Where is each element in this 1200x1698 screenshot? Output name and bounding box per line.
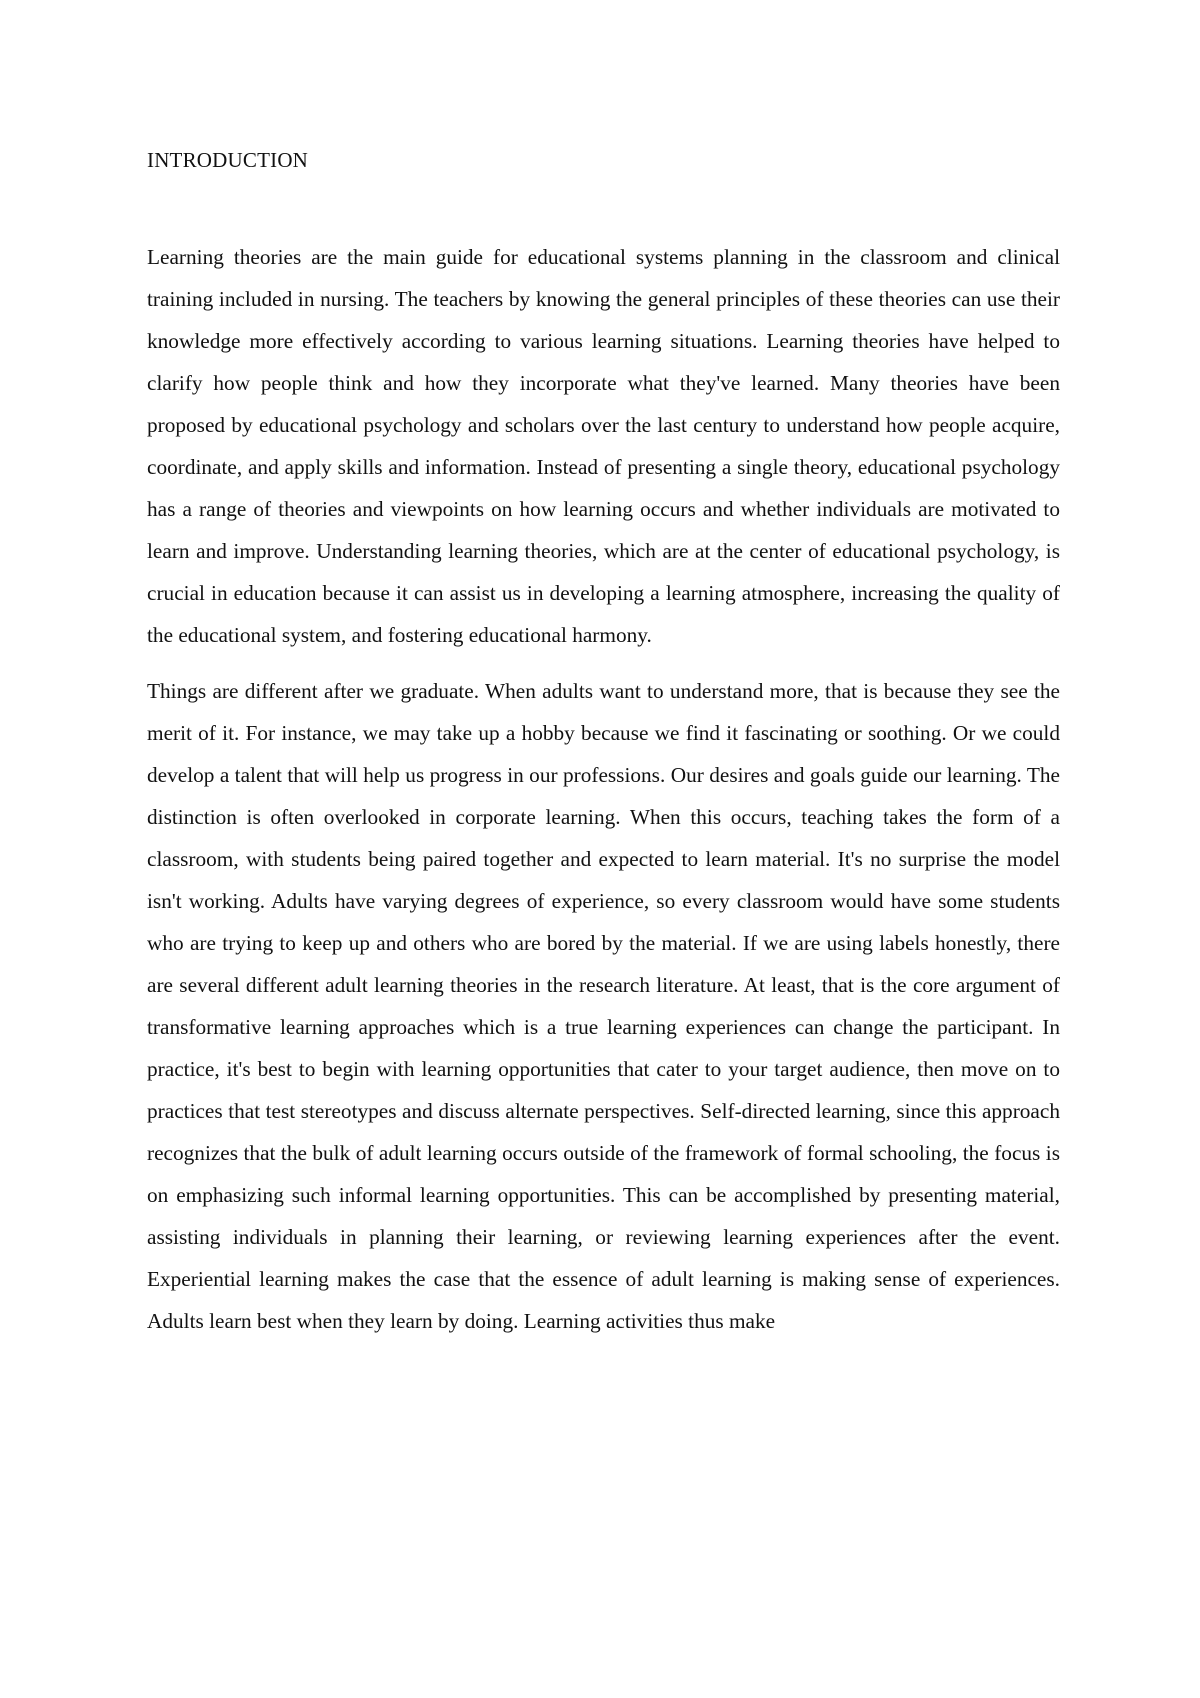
paragraph-1: Learning theories are the main guide for educational systems planning in the classroom and clinical training included in nursing. The teachers by knowing the general principles of these theories can use their knowledge more effectively according to various learning situations. Learning theories have helped to clarify how people think and how they incorporate what they've learned. Many theories have been proposed by educational psychology and scholars over the last century to understand how people acquire, coordinate, and apply skills and information. Instead of presenting a single theory, educational psychology has a range of theories and viewpoints on how learning occurs and whether individuals are motivated to learn and improve. Understanding learning theories, which are at the center of educational psychology, is crucial in education because it can assist us in developing a learning atmosphere, increasing the quality of the educational system, and fostering educational harmony. (147, 245, 1060, 647)
paragraph-2: Things are different after we graduate. When adults want to understand more, that is because they see the merit of it. For instance, we may take up a hobby because we find it fascinating or soothing. Or we could develop a talent that will help us progress in our professions. Our desires and goals guide our learning. The distinction is often overlooked in corporate learning. When this occurs, teaching takes the form of a classroom, with students being paired together and expected to learn material. It's no surprise the model isn't working. Adults have varying degrees of experience, so every classroom would have some students who are trying to keep up and others who are bored by the material. If we are using labels honestly, there are several different adult learning theories in the research literature. At least, that is the core argument of transformative learning approaches which is a true learning experiences can change the participant. In practice, it's best to begin with learning opportunities that cater to your target audience, then move on to practices that test stereotypes and discuss alternate perspectives. Self-directed learning, since this approach recognizes that the bulk of adult learning occurs outside of the framework of formal schooling, the focus is on emphasizing such informal learning opportunities. This can be accomplished by presenting material, assisting individuals in planning their learning, or reviewing learning experiences after the event. Experiential learning makes the case that the essence of adult learning is making sense of experiences. Adults learn best when they learn by doing. Learning activities thus make (147, 679, 1060, 1333)
document-body (147, 140, 1060, 1356)
section-heading: INTRODUCTION (147, 148, 309, 172)
